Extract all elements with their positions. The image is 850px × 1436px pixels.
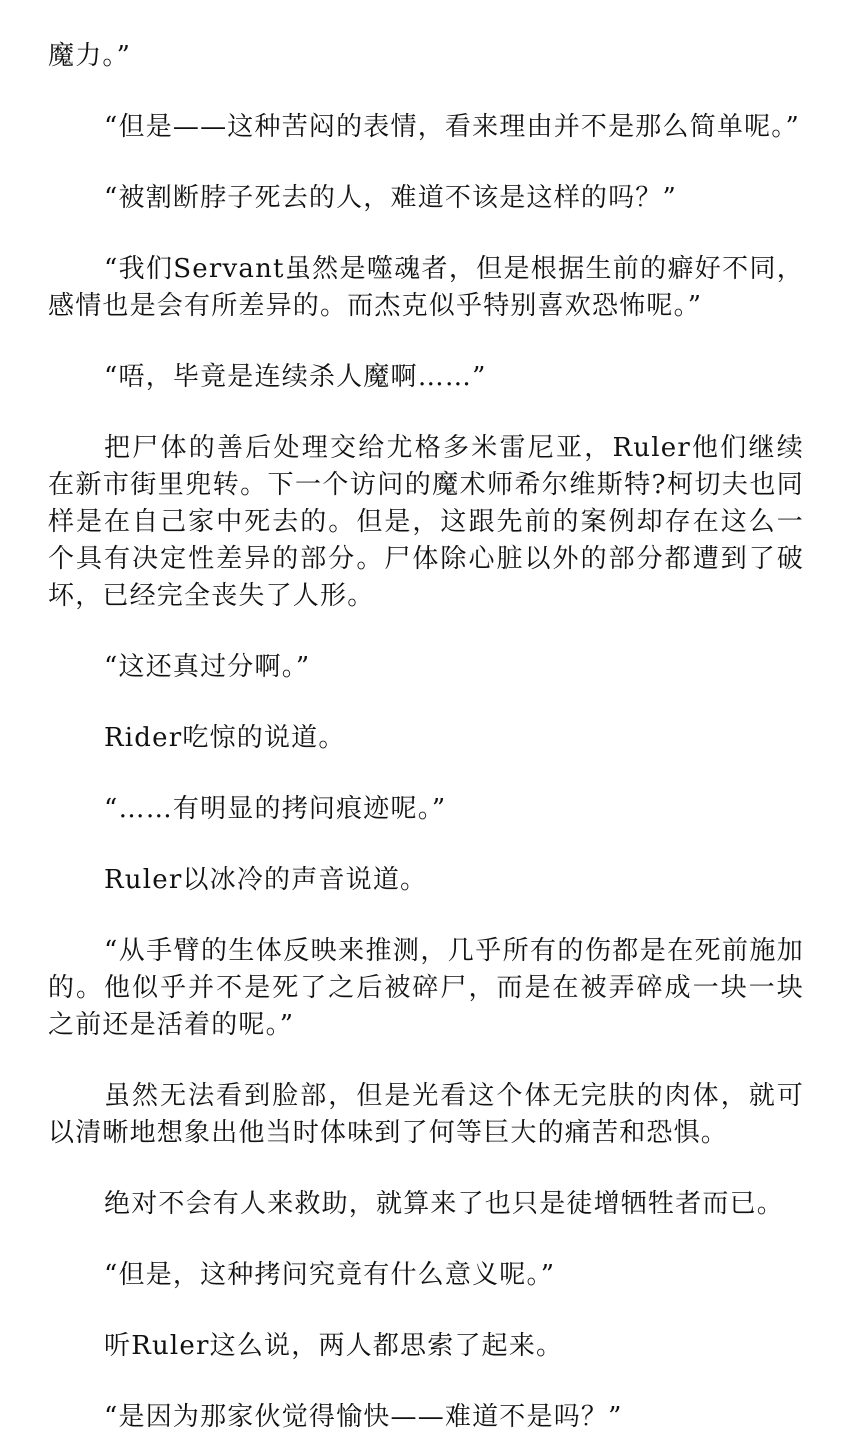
paragraph-12: 虽然无法看到脸部，但是光看这个体无完肤的肉体，就可以清晰地想象出他当时体味到了何等巨大的痛苦和恐惧。 [48, 1081, 804, 1148]
paragraph-8: Rider吃惊的说道。 [104, 723, 346, 753]
paragraph-9: “……有明显的拷问痕迹呢。” [104, 794, 447, 824]
paragraph-3: “被割断脖子死去的人，难道不该是这样的吗？” [104, 183, 677, 213]
paragraph-13: 绝对不会有人来救助，就算来了也只是徒增牺牲者而已。 [104, 1189, 785, 1219]
paragraph-7: “这还真过分啊。” [104, 652, 311, 682]
paragraph-5: “唔，毕竟是连续杀人魔啊……” [104, 362, 487, 392]
paragraph-16: “是因为那家伙觉得愉快——难道不是吗？” [104, 1402, 623, 1432]
paragraph-11: “从手臂的生体反映来推测，几乎所有的伤都是在死前施加的。他似乎并不是死了之后被碎尸，而是在被弄碎成一块一块之前还是活着的呢。” [48, 936, 804, 1040]
paragraph-10: Ruler以冰冷的声音说道。 [104, 865, 428, 895]
paragraph-2: “但是——这种苦闷的表情，看来理由并不是那么简单呢。” [104, 112, 800, 142]
paragraph-14: “但是，这种拷问究竟有什么意义呢。” [104, 1260, 556, 1290]
paragraph-15: 听Ruler这么说，两人都思索了起来。 [104, 1331, 564, 1361]
paragraph-1: 魔力。” [48, 41, 132, 71]
paragraph-6: 把尸体的善后处理交给尤格多米雷尼亚，Ruler他们继续在新市街里兜转。下一个访问的魔术师希尔维斯特?柯切夫也同样是在自己家中死去的。但是，这跟先前的案例却存在这么一个具有决定性差异的部分。尸体除心脏以外的部分都遭到了破坏，已经完全丧失了人形。 [48, 433, 804, 611]
paragraph-4: “我们Servant虽然是噬魂者，但是根据生前的癖好不同，感情也是会有所差异的。而杰克似乎特别喜欢恐怖呢。” [48, 254, 804, 321]
